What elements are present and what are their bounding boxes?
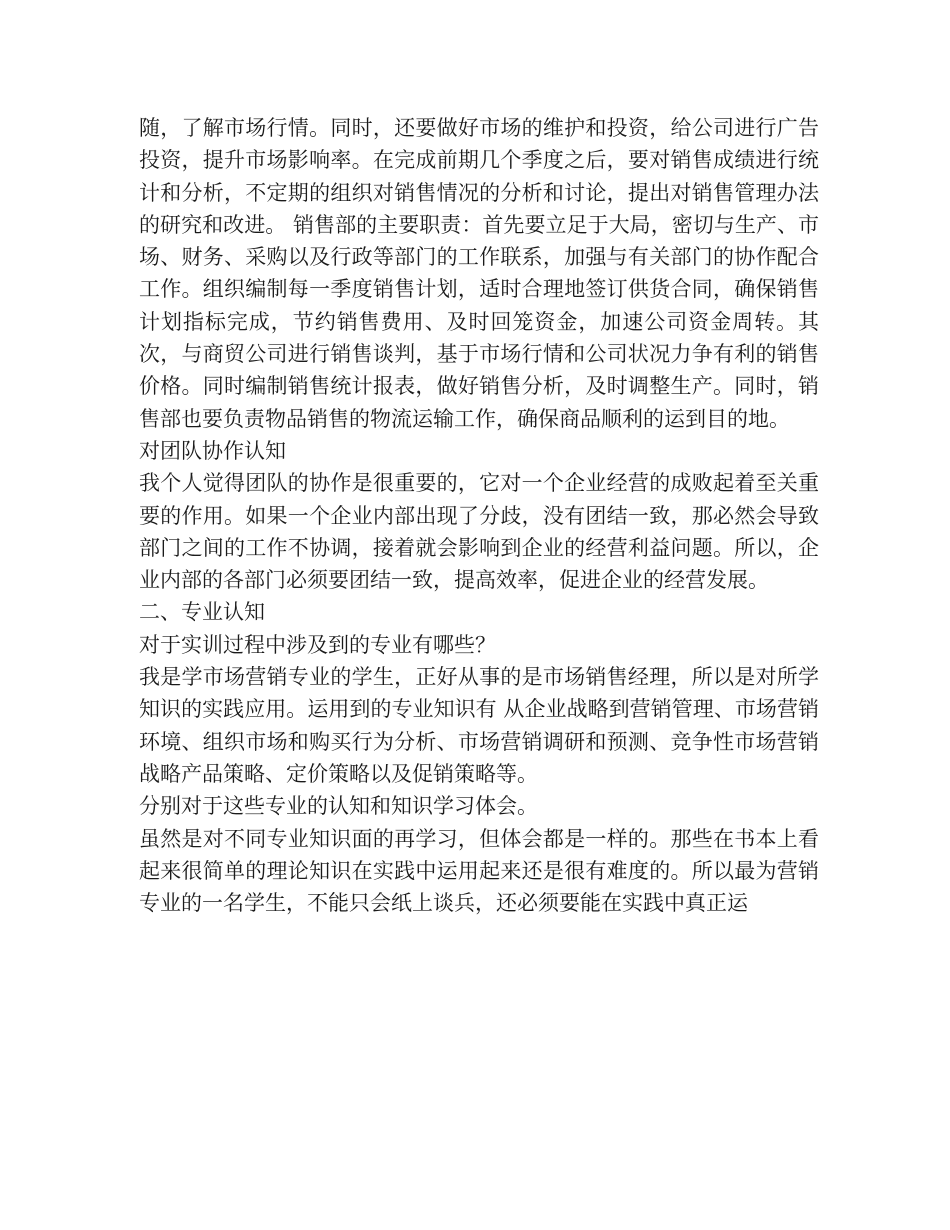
heading-learning-experience: 分别对于这些专业的认知和知识学习体会。	[139, 794, 538, 819]
heading-professional-knowledge: 二、专业认知	[139, 600, 265, 625]
question-majors-involved: 对于实训过程中涉及到的专业有哪些？	[139, 632, 496, 657]
document-page	[139, 112, 819, 919]
paragraph-sales-duties: 随，了解市场行情。同时，还要做好市场的维护和投资，给公司进行广告投资，提升市场影响率。在完成前期几个季度之后，要对销售成绩进行统计和分析，不定期的组织对销售情况的分析和讨论，提出对销售管理办法的研究和改进。 销售部的主要职责：首先要立足于大局，密切与生产、市场、财务、采购以及行政等部门的工作联系，加强与有关部门的协作配合工作。组织编制每一季度销售计划，适时合理地签订供货合同，确保销售计划指标完成，节约销售费用、及时回笼资金，加速公司资金周转。其次，与商贸公司进行销售谈判，基于市场行情和公司状况力争有利的销售价格。同时编制销售统计报表，做好销售分析，及时调整生产。同时，销售部也要负责物品销售的物流运输工作，确保商品顺利的运到目的地。	[139, 116, 819, 431]
paragraph-team-cooperation: 我个人觉得团队的协作是很重要的，它对一个企业经营的成败起着至关重要的作用。如果一个企业内部出现了分歧，没有团结一致，那必然会导致部门之间的工作不协调，接着就会影响到企业的经营利益问题。所以，企业内部的各部门必须要团结一致，提高效率，促进企业的经营发展。	[139, 471, 819, 593]
heading-team-cooperation: 对团队协作认知	[139, 438, 286, 463]
paragraph-learning-experience: 虽然是对不同专业知识面的再学习，但体会都是一样的。那些在书本上看起来很简单的理论知识在实践中运用起来还是很有难度的。所以最为营销专业的一名学生，不能只会纸上谈兵，还必须要能在实践中真正运	[139, 826, 819, 916]
paragraph-majors-applied: 我是学市场营销专业的学生，正好从事的是市场销售经理，所以是对所学知识的实践应用。运用到的专业知识有 从企业战略到营销管理、市场营销环境、组织市场和购买行为分析、市场营销调研和预测、竞争性市场营销战略产品策略、定价策略以及促销策略等。	[139, 665, 819, 786]
